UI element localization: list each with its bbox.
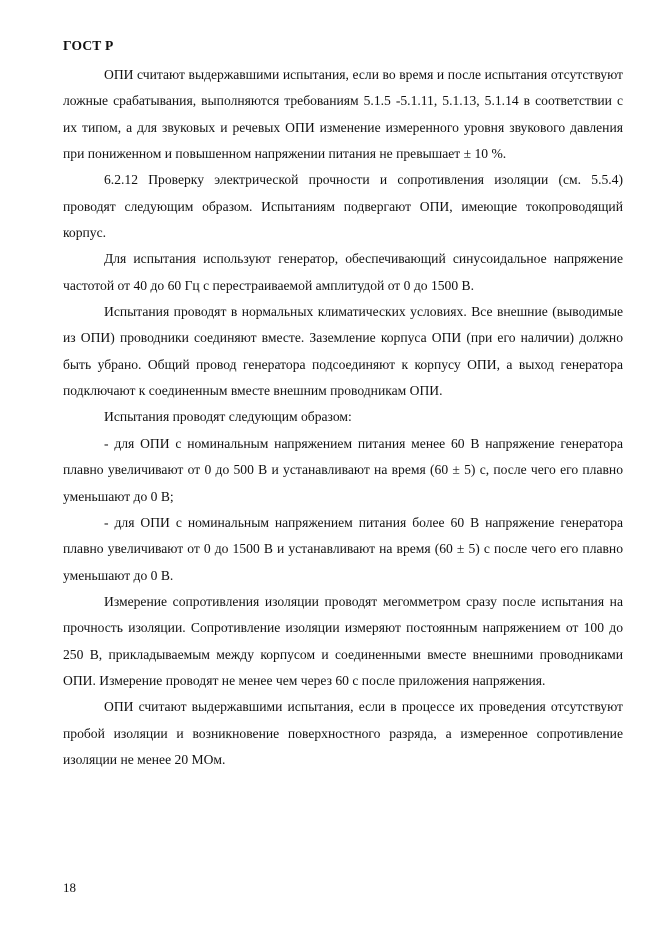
paragraph: ОПИ считают выдержавшими испытания, если в процессе их проведения отсутствуют пробой изоляции и возникновение поверхностного разряда, а измеренное сопротивление изоляции не менее 20 МОм. [63,699,623,767]
paragraph: 6.2.12 Проверку электрической прочности и сопротивления изоляции (см. 5.5.4) проводят следующим образом. Испытаниям подвергают ОПИ, имеющие токопроводящий корпус. [63,172,623,241]
list-item: - для ОПИ с номинальным напряжением питания менее 60 В напряжение генератора плавно увеличивают от 0 до 500 В и устанавливают на время (60 ± 5) с, после чего его плавно уменьшают до 0 В; [63,435,623,504]
paragraph: Измерение сопротивления изоляции проводят мегомметром сразу после испытания на прочность изоляции. Сопротивление изоляции измеряют постоянным напряжением от 100 до 250 В, прикладываемым между корпусом и соединенными вместе внешними проводниками ОПИ. Измерение проводят не менее чем через 60 с после приложения напряжения. [63,593,623,688]
paragraph: Испытания проводят в нормальных климатических условиях. Все внешние (выводимые из ОПИ) проводники соединяют вместе. Заземление корпуса ОПИ (при его наличии) должно быть убрано. Общий провод генератора подсоединяют к корпусу ОПИ, а выход генератора подключают к соединенным вместе внешним проводникам ОПИ. [63,304,623,399]
list-item: - для ОПИ с номинальным напряжением питания более 60 В напряжение генератора плавно увеличивают от 0 до 1500 В и устанавливают на время (60 ± 5) с после чего его плавно уменьшают до 0 В. [63,514,623,583]
page-number: 18 [63,880,76,895]
body-text [63,62,623,773]
paragraph: Испытания проводят следующим образом: [104,409,352,425]
paragraph: Для испытания используют генератор, обеспечивающий синусоидальное напряжение частотой от 40 до 60 Гц с перестраиваемой амплитудой от 0 до 1500 В. [63,251,623,293]
paragraph: ОПИ считают выдержавшими испытания, если во время и после испытания отсутствуют ложные срабатывания, выполняются требованиям 5.1.5 -5.1.11, 5.1.13, 5.1.14 в соответствии с их типом, а для звуковых и речевых ОПИ изменение измеренного уровня звукового давления при пониженном и повышенном напряжении питания не превышает ± 10 %. [63,67,623,162]
standard-header: ГОСТ Р [63,38,114,53]
